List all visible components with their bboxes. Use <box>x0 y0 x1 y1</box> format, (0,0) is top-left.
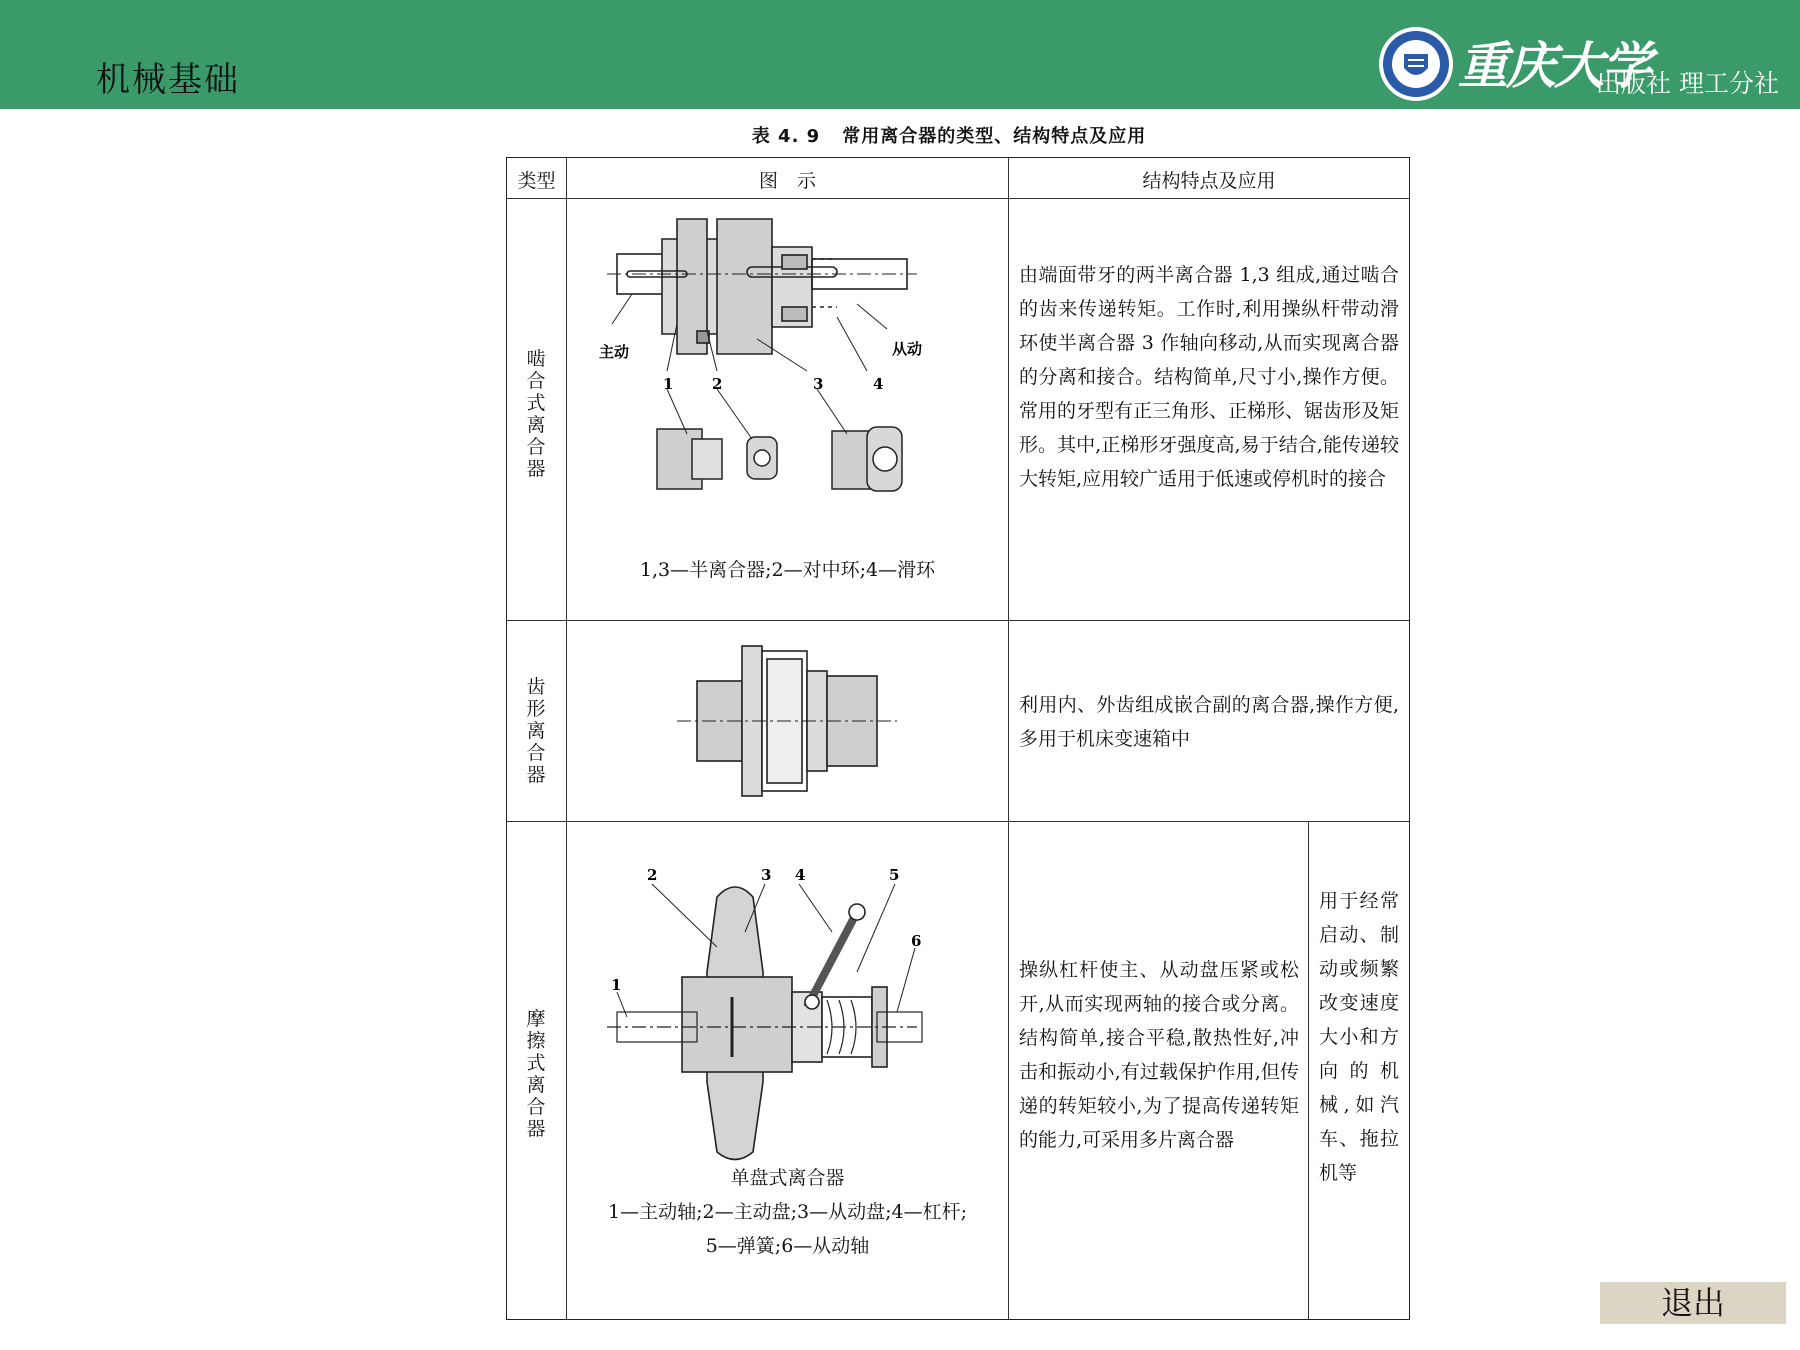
friction-clutch-caption-parts-1: 1—主动轴;2—主动盘;3—从动盘;4—杠杆; <box>608 1201 967 1223</box>
column-header-figure: 图 示 <box>758 170 816 192</box>
label-driven: 从动 <box>892 340 923 358</box>
label-part-4: 4 <box>795 866 806 884</box>
exit-button[interactable]: 退出 <box>1600 1282 1786 1324</box>
column-header-type: 类型 <box>517 170 556 192</box>
chongqing-university-seal-icon <box>1376 24 1456 104</box>
label-part-2: 2 <box>712 375 723 393</box>
clutch-table <box>506 157 1410 1320</box>
friction-clutch-caption-title: 单盘式离合器 <box>730 1167 845 1189</box>
row-type-tooth-clutch: 齿形离合器 <box>526 676 546 786</box>
label-part-1: 1 <box>663 375 674 393</box>
label-part-2: 2 <box>647 866 658 884</box>
friction-clutch-figure <box>567 822 1008 1162</box>
label-part-3: 3 <box>813 375 824 393</box>
app-title: 机械基础 <box>96 60 240 100</box>
friction-clutch-caption-parts-2: 5—弹簧;6—从动轴 <box>705 1235 870 1257</box>
label-part-6: 6 <box>911 932 922 950</box>
col-divider-3 <box>1308 821 1309 1319</box>
table-caption <box>500 122 1420 148</box>
jaw-clutch-caption: 1,3—半离合器;2—对中环;4—滑环 <box>639 559 936 581</box>
row-type-friction-clutch: 摩擦式离合器 <box>526 1008 546 1140</box>
label-part-3: 3 <box>761 866 772 884</box>
jaw-clutch-description: 由端面带牙的两半离合器 1,3 组成,通过啮合的齿来传递转矩。工作时,利用操纵杆带动滑环使半离合器 3 作轴向移动,从而实现离合器的分离和接合。结构简单,尺寸小,操作方便。常用的牙型有正三角形、正梯形、锯齿形及矩形。其中,正梯形牙强度高,易于结合,能传递较大转矩,应用较广适用于低速或停机时的接合 <box>1019 264 1400 490</box>
header-bar <box>0 0 1800 109</box>
press-name: 出版社 理工分社 <box>1596 69 1779 98</box>
label-part-4: 4 <box>873 375 884 393</box>
tooth-clutch-description: 利用内、外齿组成嵌合副的离合器,操作方便,多用于机床变速箱中 <box>1019 694 1399 750</box>
friction-clutch-description: 操纵杠杆使主、从动盘压紧或松开,从而实现两轴的接合或分离。结构简单,接合平稳,散热性好,冲击和振动小,有过载保护作用,但传递的转矩较小,为了提高传递转矩的能力,可采用多片离合器 <box>1019 959 1299 1151</box>
table-caption-number: 表 4. 9 <box>751 126 821 147</box>
row-type-jaw-clutch: 啮合式离合器 <box>526 348 546 480</box>
tooth-clutch-figure <box>567 621 1008 821</box>
column-header-features: 结构特点及应用 <box>1142 170 1276 192</box>
label-part-1: 1 <box>611 976 622 994</box>
label-part-5: 5 <box>889 866 900 884</box>
label-driving: 主动 <box>599 343 630 361</box>
table-caption-title: 常用离合器的类型、结构特点及应用 <box>842 126 1147 147</box>
university-name: 重庆大学 <box>1458 36 1650 95</box>
friction-clutch-application: 用于经常启动、制动或频繁改变速度大小和方向的机械,如汽车、拖拉机等 <box>1319 890 1399 1184</box>
col-divider-2 <box>1008 158 1009 1319</box>
